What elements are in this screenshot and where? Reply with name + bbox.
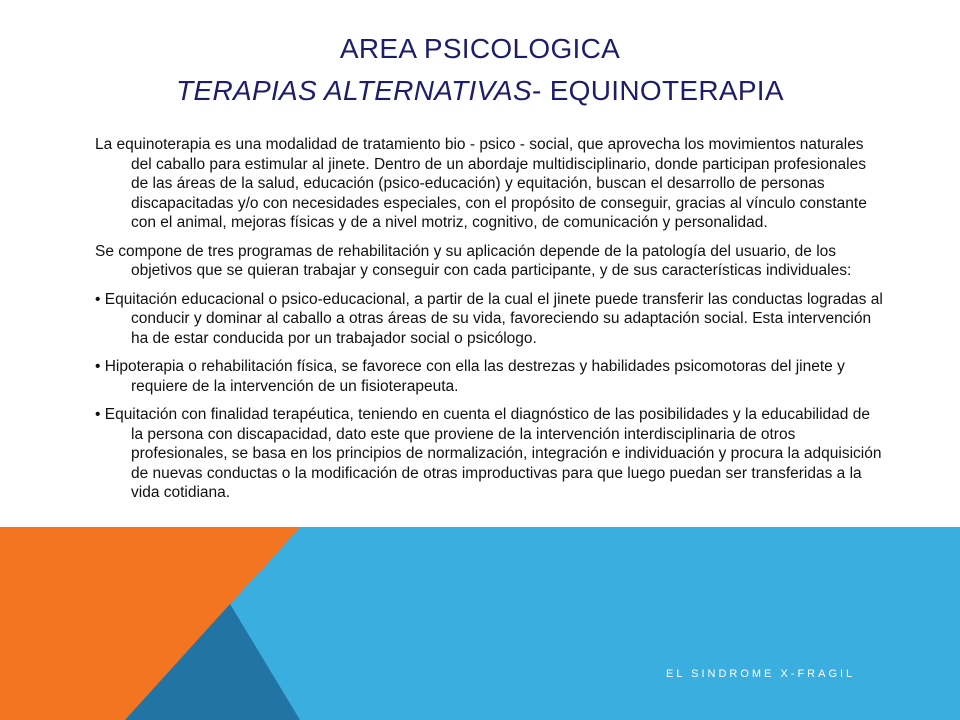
title-italic-part: TERAPIAS ALTERNATIVAS (176, 75, 532, 106)
bullet-equitacion-educacional: • Equitación educacional o psico-educacional, a partir de la cual el jinete puede transferir las conductas logradas al conducir y dominar al caballo a otras áreas de su vida, favoreciendo su adaptación social. Esta intervención ha de estar conducida por un trabajador social o psicólogo. (95, 290, 883, 347)
paragraph-programs: Se compone de tres programas de rehabilitación y su aplicación depende de la patología del usuario, de los objetivos que se quieran trabajar y conseguir con cada participante, y de sus características individuales: (95, 242, 852, 279)
footer-text: EL SINDROME X-FRAGIL (666, 668, 856, 680)
title-line-1: AREA PSICOLOGICA (339, 33, 621, 64)
bullet-hipoterapia: • Hipoterapia o rehabilitación física, se favorece con ella las destrezas y habilidades psicomotoras del jinete y requiere de la intervención de un fisioterapeuta. (95, 358, 845, 395)
title-line-2 (0, 70, 960, 112)
slide-body (95, 135, 885, 512)
bullet-equitacion-terapeutica: • Equitación con finalidad terapéutica, teniendo en cuenta el diagnóstico de las posibilidades y la educabilidad de la persona con discapacidad, dato este que proviene de la intervención interdisciplinaria de otros profesionales, se basa en los principios de normalización, integración e individuación y procura la adquisición de nuevas conductas o la modificación de otras improductivas para que luego puedan ser transferidas a la vida cotidiana. (95, 406, 882, 501)
slide-title (0, 28, 960, 112)
paragraph-intro: La equinoterapia es una modalidad de tratamiento bio - psico - social, que aprovecha los movimientos naturales del caballo para estimular al jinete. Dentro de un abordaje multidisciplinario, donde participan profesionales de las áreas de la salud, educación (psico-educación) y equitación, buscan el desarrollo de personas discapacitadas y/o con necesidades especiales, con el propósito de conseguir, gracias al vínculo constante con el animal, mejoras físicas y de a nivel motriz, cognitivo, de comunicación y personalidad. (95, 136, 867, 231)
title-rest-part: - EQUINOTERAPIA (532, 75, 784, 106)
